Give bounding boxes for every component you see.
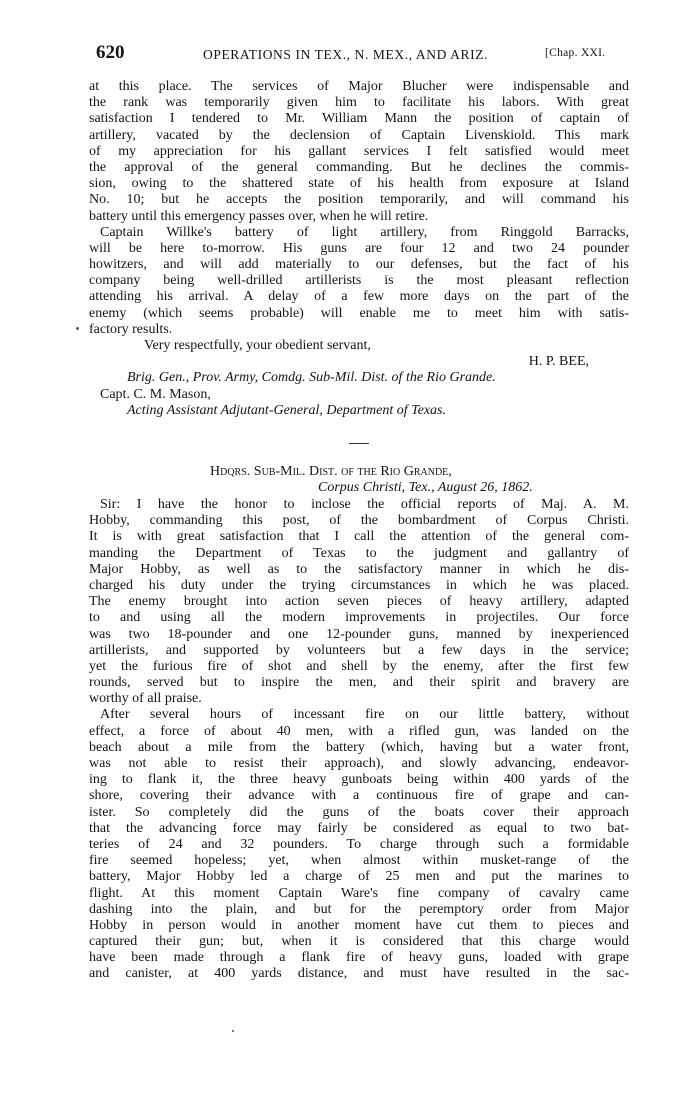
text-line: yet the furious fire of shot and shell by the enemy, after the first few xyxy=(89,658,629,674)
text-line: charged his duty under the trying circumstances in which he was placed. xyxy=(89,577,629,593)
text-line: the approval of the general commanding. But he declines the commis- xyxy=(89,159,629,175)
text-line: rounds, served but to inspire the men, and their spirit and bravery are xyxy=(89,675,629,691)
ink-speck xyxy=(232,1030,234,1032)
text-line: teries of 24 and 32 pounders. To charge through such a formidable xyxy=(89,836,629,852)
text-line: manding the Department of Texas to the judgment and gallantry of xyxy=(89,545,629,561)
text-line: Hobby in person would in another moment have cut them to pieces and xyxy=(89,917,629,933)
text-line: company being well-drilled artillerists is the most pleasant reflection xyxy=(89,273,629,289)
closing-line: Very respectfully, your obedient servant, xyxy=(144,338,371,353)
heading-line: Hdqrs. Sub-Mil. Dist. of the Rio Grande, xyxy=(210,464,452,479)
page-header xyxy=(0,42,680,64)
text-line: Captain Willke's battery of light artillery, from Ringgold Barracks, xyxy=(100,224,629,240)
text-line: Hobby, commanding this post, of the bombardment of Corpus Christi. xyxy=(89,513,629,529)
text-line: sion, owing to the shattered state of his health from exposure at Island xyxy=(89,176,629,192)
text-line: shore, covering their advance with a continuous fire of grape and can- xyxy=(89,788,629,804)
text-line: ing to flank it, the three heavy gunboats being within 400 yards of the xyxy=(89,772,629,788)
text-line: of my appreciation for his gallant services I felt satisfied would meet xyxy=(89,143,629,159)
text-line: Sir: I have the honor to inclose the official reports of Maj. A. M. xyxy=(100,497,629,512)
text-line: Major Hobby, as well as to the satisfactory manner in which he dis- xyxy=(89,561,629,577)
text-line: The enemy brought into action seven pieces of heavy artillery, adapted xyxy=(89,594,629,610)
text-line: dashing into the plain, and but for the peremptory order from Major xyxy=(89,901,629,917)
text-line: have been made through a flank fire of heavy guns, loaded with grape xyxy=(89,950,629,966)
running-title: OPERATIONS IN TEX., N. MEX., AND ARIZ. xyxy=(203,47,489,62)
addressee-name: Capt. C. M. Mason, xyxy=(100,386,211,402)
text-line: howitzers, and will add materially to our defenses, but the fact of his xyxy=(89,257,629,273)
text-line: factory results. xyxy=(89,321,173,337)
letter2-heading xyxy=(0,464,680,496)
text-line: and canister, at 400 yards distance, and must have resulted in the sac- xyxy=(89,966,629,982)
signer-title: Brig. Gen., Prov. Army, Comdg. Sub-Mil. Dist. of the Rio Grande. xyxy=(127,370,496,386)
text-line: artillery, vacated by the declension of Captain Livenskiold. This mark xyxy=(89,127,629,143)
text-line: beach about a mile from the battery (which, having but a water front, xyxy=(89,739,629,755)
text-line: the rank was temporarily given him to facilitate his labors. With great xyxy=(89,95,629,111)
text-line: flight. At this moment Captain Ware's fine company of cavalry came xyxy=(89,885,629,901)
text-line: effect, a force of about 40 men, with a rifled gun, was landed on the xyxy=(89,723,629,739)
letter2-body xyxy=(89,497,629,983)
text-line: to and using all the modern improvements in projectiles. Our force xyxy=(89,610,629,626)
ink-speck xyxy=(76,327,79,330)
text-line: fire seemed hopeless; yet, when almost within musket-range of the xyxy=(89,853,629,869)
dateline: Corpus Christi, Tex., August 26, 1862. xyxy=(318,480,533,496)
page-number: 620 xyxy=(96,42,125,63)
text-line: satisfaction I tendered to Mr. William Mann the position of captain of xyxy=(89,111,629,127)
text-line: will be here to-morrow. His guns are four 12 and two 24 pounder xyxy=(89,240,629,256)
text-line: was not able to resist their approach), and slowly advancing, endeavor- xyxy=(89,756,629,771)
text-line: artillerists, and supported by volunteers but a few days in the service; xyxy=(89,642,629,658)
section-divider xyxy=(349,443,369,444)
text-line: worthy of all praise. xyxy=(89,691,202,707)
text-line: It is with great satisfaction that I call the attention of the general com- xyxy=(89,529,629,545)
text-line: enemy (which seems probable) will enable me to meet him with satis- xyxy=(89,305,629,321)
text-line: was two 18-pounder and one 12-pounder guns, manned by inexperienced xyxy=(89,626,629,642)
text-line: at this place. The services of Major Blucher were indispensable and xyxy=(89,79,629,94)
text-line: After several hours of incessant fire on our little battery, without xyxy=(100,707,629,723)
text-line: that the advancing force may fairly be considered as equal to two bat- xyxy=(89,820,629,836)
chapter-label: [Chap. XXI. xyxy=(545,47,606,59)
text-line: captured their gun; but, when it is considered that this charge would xyxy=(89,934,629,950)
text-line: battery, Major Hobby led a charge of 25 men and put the marines to xyxy=(89,869,629,885)
text-line: No. 10; but he accepts the position temporarily, and will command his xyxy=(89,192,629,208)
text-line: attending his arrival. A delay of a few more days on the part of the xyxy=(89,289,629,305)
letter1-body xyxy=(89,79,629,419)
addressee-title: Acting Assistant Adjutant-General, Department of Texas. xyxy=(127,402,447,418)
text-line: battery until this emergency passes over, when he will retire. xyxy=(89,208,429,224)
signer-name: H. P. BEE, xyxy=(528,354,589,370)
text-line: ister. So completely did the guns of the boats cover their approach xyxy=(89,804,629,820)
